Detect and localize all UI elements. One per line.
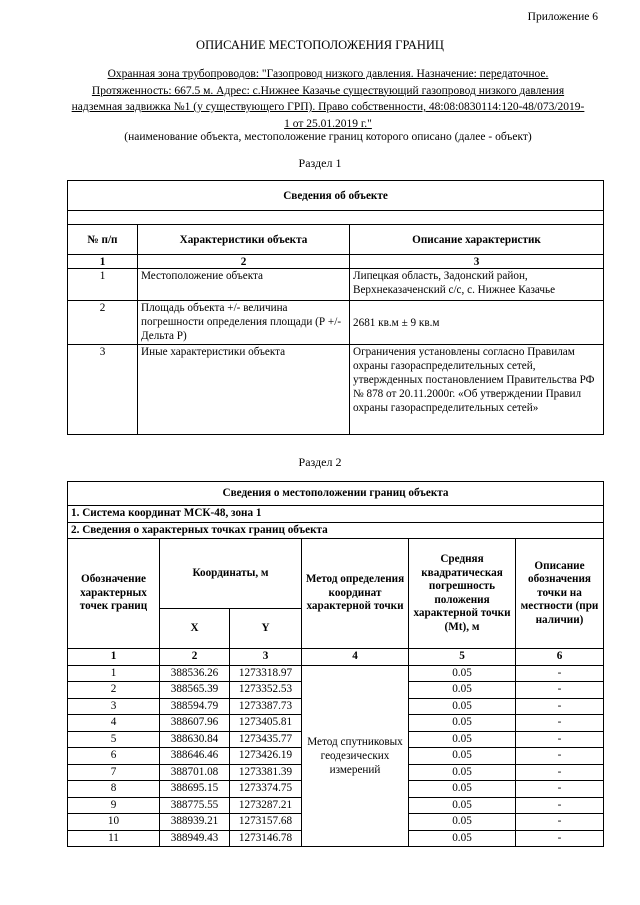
point-number: 2 [68,682,160,699]
document-title: ОПИСАНИЕ МЕСТОПОЛОЖЕНИЯ ГРАНИЦ [196,38,444,52]
row-characteristic: Иные характеристики объекта [138,345,350,435]
point-accuracy: 0.05 [409,781,516,798]
header-description: Описание характеристик [350,225,604,255]
point-number: 7 [68,764,160,781]
point-accuracy: 0.05 [409,665,516,682]
header-accuracy: Средняя квадратическая погрешность положения характерной точки (Mt), м [409,539,516,649]
point-accuracy: 0.05 [409,698,516,715]
col-number: 6 [516,649,604,666]
method-cell: Метод спутниковых геодезических измерений [302,665,409,847]
point-number: 1 [68,665,160,682]
point-x: 388775.55 [160,797,230,814]
point-description: - [516,682,604,699]
point-description: - [516,797,604,814]
point-y: 1273387.73 [230,698,302,715]
point-number: 8 [68,781,160,798]
header-coordinates: Координаты, м [160,539,302,609]
table-row [68,269,604,301]
col-number: 5 [409,649,516,666]
point-accuracy: 0.05 [409,682,516,699]
header-y: Y [230,609,302,649]
object-info-table [67,180,604,435]
point-accuracy: 0.05 [409,830,516,847]
point-description: - [516,698,604,715]
row-description: Липецкая область, Задонский район, Верхнеказаченский с/с, с. Нижнее Казачье [350,269,604,301]
row-description: Ограничения установлены согласно Правилам охраны газораспределительных сетей, утвержденных постановлением Правительства РФ № 878 от 20.11.2000г. «Об утверждении Правил охраны газораспределительных сетей» [350,345,604,435]
point-y: 1273374.75 [230,781,302,798]
row-characteristic: Площадь объекта +/- величина погрешности определения площади (Р +/- Дельта Р) [138,301,350,345]
point-description: - [516,715,604,732]
col-number: 2 [160,649,230,666]
section1-label: Раздел 1 [298,156,342,170]
object-caption: (наименование объекта, местоположение границ которого описано (далее - объект) [124,131,532,143]
table-row [68,665,604,682]
point-y: 1273146.78 [230,830,302,847]
col-number: 3 [350,255,604,269]
point-description: - [516,830,604,847]
point-x: 388701.08 [160,764,230,781]
table-row [68,345,604,435]
point-x: 388646.46 [160,748,230,765]
point-y: 1273352.53 [230,682,302,699]
point-x: 388630.84 [160,731,230,748]
header-x: X [160,609,230,649]
point-x: 388594.79 [160,698,230,715]
point-number: 4 [68,715,160,732]
point-accuracy: 0.05 [409,814,516,831]
point-accuracy: 0.05 [409,764,516,781]
row-characteristic: Местоположение объекта [138,269,350,301]
point-number: 9 [68,797,160,814]
col-number: 2 [138,255,350,269]
boundary-points-table [67,481,604,847]
object-info-title: Сведения об объекте [68,181,604,211]
point-description: - [516,731,604,748]
point-y: 1273287.21 [230,797,302,814]
point-y: 1273426.19 [230,748,302,765]
point-description: - [516,665,604,682]
spacer-row [68,211,604,225]
point-description: - [516,814,604,831]
row-num: 1 [68,269,138,301]
point-y: 1273435.77 [230,731,302,748]
point-y: 1273157.68 [230,814,302,831]
point-x: 388607.96 [160,715,230,732]
point-accuracy: 0.05 [409,731,516,748]
point-x: 388536.26 [160,665,230,682]
point-number: 6 [68,748,160,765]
appendix-label: Приложение 6 [527,11,598,23]
point-number: 11 [68,830,160,847]
col-number: 1 [68,649,160,666]
point-description: - [516,748,604,765]
point-number: 10 [68,814,160,831]
header-characteristic: Характеристики объекта [138,225,350,255]
point-accuracy: 0.05 [409,797,516,814]
header-location: Описание обозначения точки на местности (при наличии) [516,539,604,649]
point-number: 3 [68,698,160,715]
boundary-table-title: Сведения о местоположении границ объекта [68,482,604,506]
point-x: 388565.39 [160,682,230,699]
header-method: Метод определения координат характерной точки [302,539,409,649]
section2-label: Раздел 2 [298,455,342,469]
col-number: 1 [68,255,138,269]
point-y: 1273405.81 [230,715,302,732]
point-description: - [516,781,604,798]
row-num: 2 [68,301,138,345]
point-y: 1273318.97 [230,665,302,682]
header-num: № п/п [68,225,138,255]
point-y: 1273381.39 [230,764,302,781]
point-x: 388949.43 [160,830,230,847]
point-x: 388695.15 [160,781,230,798]
header-point-name: Обозначение характерных точек границ [68,539,160,649]
col-number: 3 [230,649,302,666]
coord-system: 1. Система координат МСК-48, зона 1 [68,506,604,523]
points-title: 2. Сведения о характерных точках границ объекта [68,522,604,539]
row-num: 3 [68,345,138,435]
point-accuracy: 0.05 [409,715,516,732]
point-accuracy: 0.05 [409,748,516,765]
point-number: 5 [68,731,160,748]
col-number: 4 [302,649,409,666]
table-row [68,301,604,345]
point-description: - [516,764,604,781]
row-description: 2681 кв.м ± 9 кв.м [350,301,604,345]
object-description: Охранная зона трубопроводов: "Газопровод низкого давления. Назначение: передаточное. Протяженность: 667.5 м. Адрес: с.Нижнее Казачье существующий газопровод низкого давления надземная задвижка №1 (у существующего ГРП). Право собственности, 48:08:0830114:120-48/073/2019-1 от 25.01.2019 г." [71,68,585,130]
point-x: 388939.21 [160,814,230,831]
